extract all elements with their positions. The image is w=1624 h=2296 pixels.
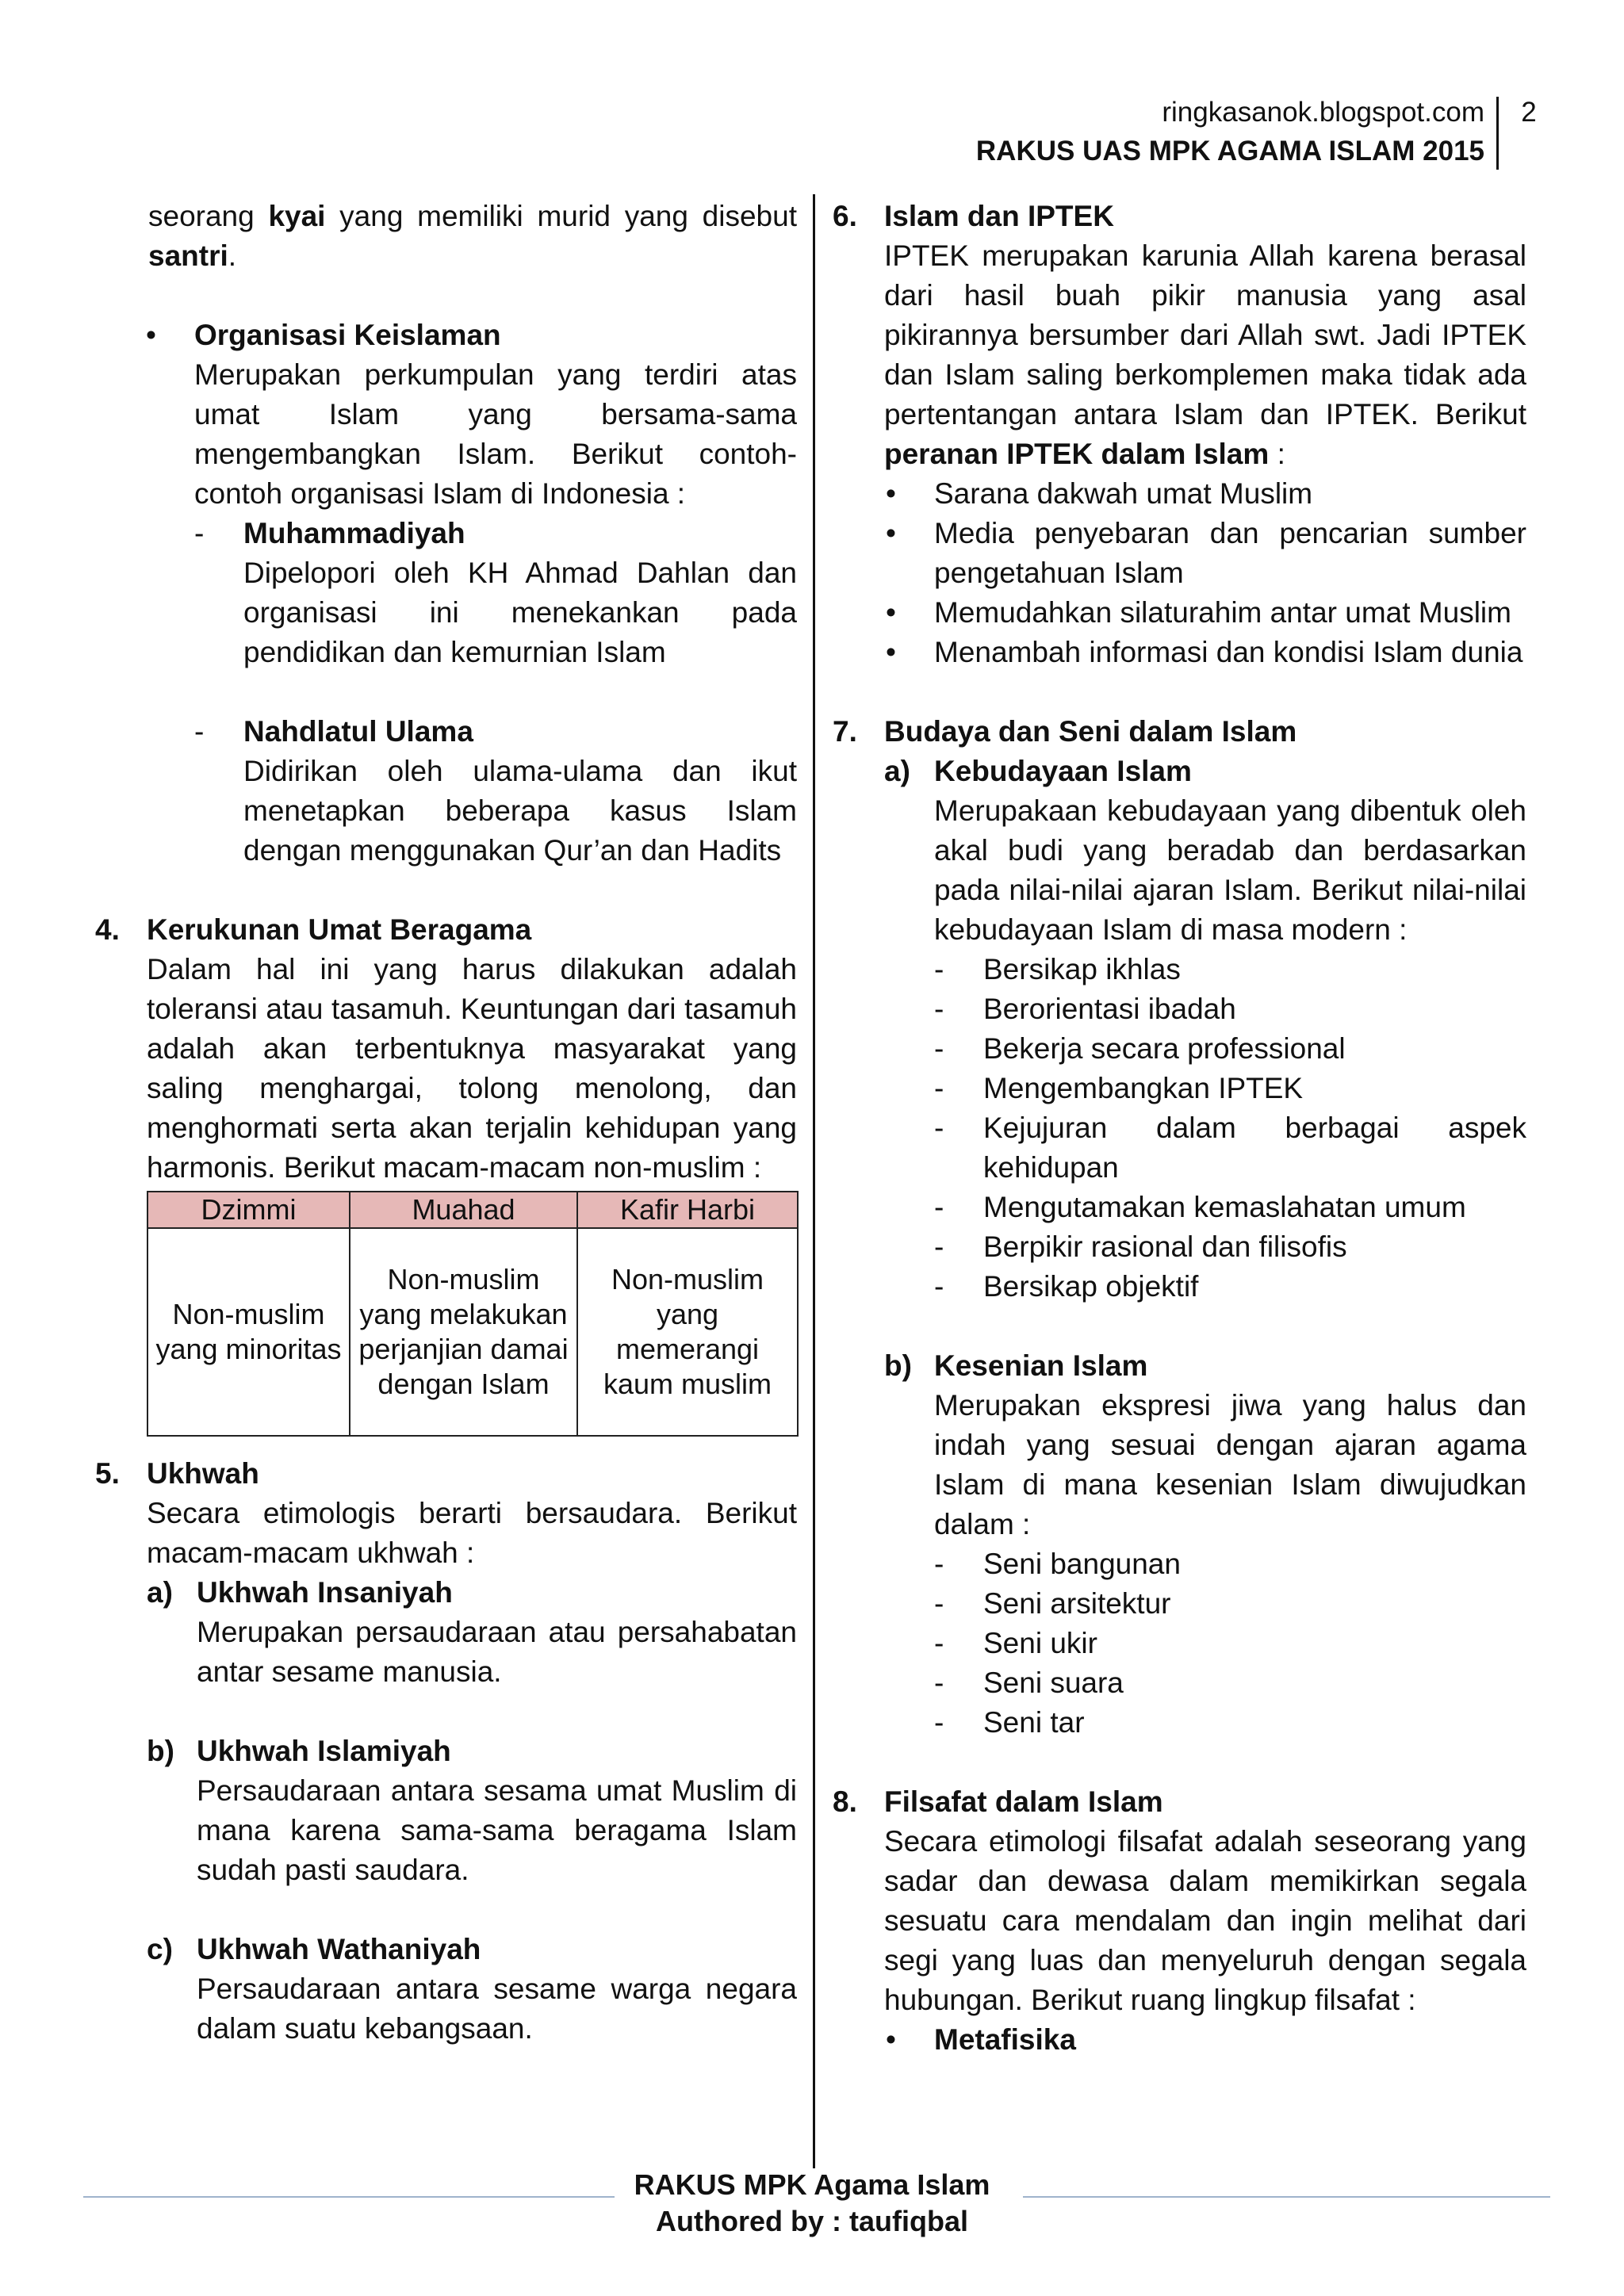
section-6-desc: IPTEK merupakan karunia Allah karena berasal dari hasil buah pikir manusia yang asal pikirannya bersumber dari Allah swt. Jadi IPTEK dan Islam saling berkomplemen maka tidak ada pertentangan antara Islam dan IPTEK. Berikut peranan IPTEK dalam Islam : [884,239,1526,470]
footer-line-1: RAKUS MPK Agama Islam [634,2168,990,2201]
bullet-icon: • [886,517,896,549]
table-cell: Non-muslim yang minoritas [147,1228,350,1436]
ukhwah-desc: Merupakan persaudaraan atau persahabatan antar sesame manusia. [197,1616,797,1688]
section-4-title: Kerukunan Umat Beragama [147,913,532,946]
section-7-title: Budaya dan Seni dalam Islam [884,715,1297,748]
section-7: 7. Budaya dan Seni dalam Islam a) Kebudayaan Islam Merupakaan kebudayaan yang dibentuk oleh akal budi yang beradab dan berdasarkan pada nilai-nilai ajaran Islam. Berikut nilai-nilai kebudayaan Islam di masa modern : - Bersikap ikhlas - Berorientasi ibadah - Bekerja secara professional - Mengembangkan IPTEK - Kejujuran dalam berbagai aspek kehidupan - Mengutamakan kemaslahatan umum - Berpikir rasional dan filisofis - Bersikap objektif b) Kesenian Islam Merupakan ekspresi jiwa yang halus dan indah yang sesuai dengan ajaran agama Islam di mana kesenian Islam diwujudkan dalam : - Seni bangunan - Seni arsitektur - Seni ukir - Seni suara - Seni tar [833,712,1526,1743]
section-6: 6. Islam dan IPTEK IPTEK merupakan karunia Allah karena berasal dari hasil buah pikir manusia yang asal pikirannya bersumber dari Allah swt. Jadi IPTEK dan Islam saling berkomplemen maka tidak ada pertentangan antara Islam dan IPTEK. Berikut peranan IPTEK dalam Islam : • Sarana dakwah umat Muslim • Media penyebaran dan pencarian sumber pengetahuan Islam • Memudahkan silaturahim antar umat Muslim • Menambah informasi dan kondisi Islam dunia [833,197,1526,672]
section-8-title: Filsafat dalam Islam [884,1785,1163,1818]
art-subsection: b) Kesenian Islam Merupakan ekspresi jiwa yang halus dan indah yang sesuai dengan ajaran agama Islam di mana kesenian Islam diwujudkan dalam : - Seni bangunan - Seni arsitektur - Seni ukir - Seni suara - Seni tar [884,1346,1526,1743]
iptek-bullet: • Sarana dakwah umat Muslim [884,474,1526,514]
ukhwah-title: Ukhwah Wathaniyah [197,1933,481,1965]
org-item: - Muhammadiyah Dipelopori oleh KH Ahmad Dahlan dan organisasi ini menekankan pada pendidikan dan kemurnian Islam [194,514,797,672]
culture-item: - Berorientasi ibadah [934,993,1236,1025]
culture-item: - Bersikap ikhlas [934,953,1181,985]
culture-desc: Merupakaan kebudayaan yang dibentuk oleh akal budi yang beradab dan berdasarkan pada nilai-nilai ajaran Islam. Berikut nilai-nilai kebudayaan Islam di masa modern : [934,794,1526,946]
header-divider [1496,97,1499,170]
footer-line-2: Authored by : taufiqbal [656,2205,968,2237]
bullet-icon: • [886,2023,896,2056]
art-title: Kesenian Islam [934,1349,1148,1382]
org-bullet [144,316,797,871]
section-5-desc: Secara etimologis berarti bersaudara. Berikut macam-macam ukhwah : [147,1497,797,1569]
intro-paragraph: seorang kyai yang memiliki murid yang disebut santri. [148,200,797,272]
left-column [95,197,797,2049]
table-header: Muahad [350,1192,577,1228]
page-header [976,94,1548,171]
org-item: - Nahdlatul Ulama Didirikan oleh ulama-ulama dan ikut menetapkan beberapa kasus Islam dengan menggunakan Qur’an dan Hadits [194,712,797,871]
ukhwah-item: b) Ukhwah Islamiyah Persaudaraan antara sesama umat Muslim di mana karena sama-sama beragama Islam sudah pasti saudara. [147,1732,797,1890]
ukhwah-item: a) Ukhwah Insaniyah Merupakan persaudaraan atau persahabatan antar sesame manusia. [147,1573,797,1692]
right-column [833,197,1526,2060]
org-item-name: Muhammadiyah [243,517,465,549]
ukhwah-item: c) Ukhwah Wathaniyah Persaudaraan antara sesame warga negara dalam suatu kebangsaan. [147,1930,797,2049]
culture-item: - Bersikap objektif [934,1270,1199,1303]
section-5-title: Ukhwah [147,1457,259,1490]
ukhwah-title: Ukhwah Islamiyah [197,1735,451,1767]
section-4: 4. Kerukunan Umat Beragama Dalam hal ini yang harus dilakukan adalah toleransi atau tasamuh. Keuntungan dari tasamuh adalah akan terbentuknya masyarakat yang saling menghargai, tolong menolong, dan menghormati serta akan terjalin kehidupan yang harmonis. Berikut macam-macam non-muslim : [95,910,797,1188]
bullet-icon: • [886,636,896,668]
bullet-icon: • [886,477,896,510]
column-divider [813,194,815,2168]
ukhwah-desc: Persaudaraan antara sesama umat Muslim di mana karena sama-sama beragama Islam sudah pasti saudara. [197,1774,797,1886]
culture-item: - Berpikir rasional dan filisofis [934,1230,1347,1263]
section-8: 8. Filsafat dalam Islam Secara etimologi filsafat adalah seseorang yang sadar dan dewasa dalam memikirkan segala sesuatu cara mendalam dan ingin melihat dari segi yang luas dan menyeluruh dengan segala hubungan. Berikut ruang lingkup filsafat : • Metafisika [833,1782,1526,2060]
org-item-desc: Didirikan oleh ulama-ulama dan ikut menetapkan beberapa kasus Islam dengan menggunakan Qur’an dan Hadits [243,755,797,867]
ukhwah-desc: Persaudaraan antara sesame warga negara dalam suatu kebangsaan. [197,1973,797,2045]
bullet-icon: • [146,319,156,351]
culture-item: - Kejujuran dalam berbagai aspek kehidupan [934,1112,1526,1184]
art-item: - Seni tar [934,1706,1085,1739]
org-item-desc: Dipelopori oleh KH Ahmad Dahlan dan organisasi ini menekankan pada pendidikan dan kemurnian Islam [243,557,797,668]
org-desc: Merupakan perkumpulan yang terdiri atas umat Islam yang bersama-sama mengembangkan Islam. Berikut contoh-contoh organisasi Islam di Indonesia : [194,358,797,510]
ukhwah-title: Ukhwah Insaniyah [197,1576,453,1609]
section-4-desc: Dalam hal ini yang harus dilakukan adalah toleransi atau tasamuh. Keuntungan dari tasamuh adalah akan terbentuknya masyarakat yang saling menghargai, tolong menolong, dan menghormati serta akan terjalin kehidupan yang harmonis. Berikut macam-macam non-muslim : [147,953,797,1184]
art-item: - Seni bangunan [934,1548,1181,1580]
org-item-name: Nahdlatul Ulama [243,715,473,748]
art-item: - Seni ukir [934,1627,1097,1659]
section-8-desc: Secara etimologi filsafat adalah seseorang yang sadar dan dewasa dalam memikirkan segala sesuatu cara mendalam dan ingin melihat dari segi yang luas dan menyeluruh dengan segala hubungan. Berikut ruang lingkup filsafat : [884,1825,1526,2016]
page-footer [0,2167,1624,2240]
iptek-bullet: • Memudahkan silaturahim antar umat Muslim [884,593,1526,633]
org-title: Organisasi Keislaman [194,319,501,351]
iptek-bullet: • Media penyebaran dan pencarian sumber pengetahuan Islam [884,514,1526,593]
header-site: ringkasanok.blogspot.com [1162,97,1484,128]
section-5: 5. Ukhwah Secara etimologis berarti bersaudara. Berikut macam-macam ukhwah : a) Ukhwah Insaniyah Merupakan persaudaraan atau persahabatan antar sesame manusia. b) Ukhwah Islamiyah Persaudaraan antara sesama umat Muslim di mana karena sama-sama beragama Islam sudah pasti saudara. c) Ukhwah Wathaniyah Persaudaraan antara sesame warga negara dalam suatu kebangsaan. [95,1454,797,2049]
culture-title: Kebudayaan Islam [934,755,1192,787]
art-desc: Merupakan ekspresi jiwa yang halus dan indah yang sesuai dengan ajaran agama Islam di mana kesenian Islam diwujudkan dalam : [934,1389,1526,1540]
table-header: Dzimmi [147,1192,350,1228]
culture-item: - Bekerja secara professional [934,1032,1346,1065]
culture-subsection: a) Kebudayaan Islam Merupakaan kebudayaan yang dibentuk oleh akal budi yang beradab dan berdasarkan pada nilai-nilai ajaran Islam. Berikut nilai-nilai kebudayaan Islam di masa modern : - Bersikap ikhlas - Berorientasi ibadah - Bekerja secara professional - Mengembangkan IPTEK - Kejujuran dalam berbagai aspek kehidupan - Mengutamakan kemaslahatan umum - Berpikir rasional dan filisofis - Bersikap objektif [884,752,1526,1307]
table-cell: Non-muslim yang melakukan perjanjian damai dengan Islam [350,1228,577,1436]
art-item: - Seni suara [934,1667,1124,1699]
section-6-title: Islam dan IPTEK [884,200,1114,232]
culture-item: - Mengutamakan kemaslahatan umum [934,1191,1466,1223]
page-number: 2 [1521,97,1537,128]
iptek-bullet: • Menambah informasi dan kondisi Islam dunia [884,633,1526,672]
header-title: RAKUS UAS MPK AGAMA ISLAM 2015 [975,136,1484,166]
table-cell: Non-muslim yang memerangi kaum muslim [577,1228,798,1436]
philosophy-bullet: • Metafisika [884,2020,1526,2060]
art-item: - Seni arsitektur [934,1587,1171,1620]
table-header: Kafir Harbi [577,1192,798,1228]
bullet-icon: • [886,596,896,629]
culture-item: - Mengembangkan IPTEK [934,1072,1304,1104]
non-muslim-table [147,1191,799,1437]
